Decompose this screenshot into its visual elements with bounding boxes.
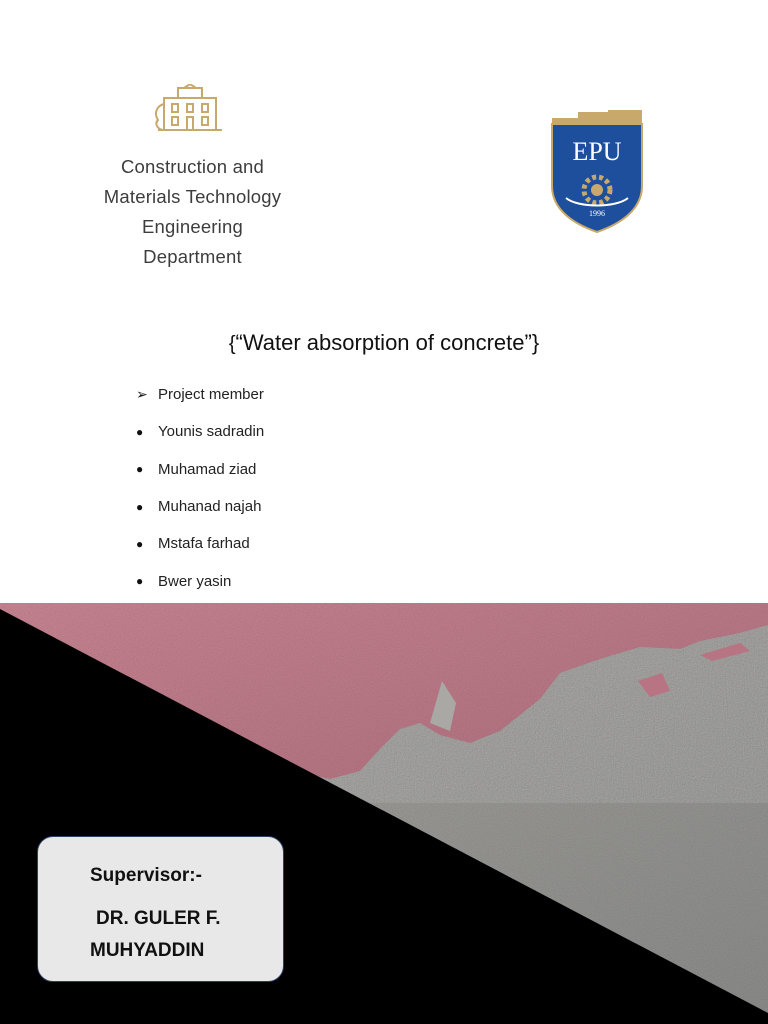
bullet-icon: ● [136, 536, 144, 551]
members-heading: Project member [158, 386, 264, 404]
supervisor-label: Supervisor:- [90, 865, 202, 886]
department-line: Engineering [142, 216, 243, 237]
epu-shield-logo [548, 108, 646, 234]
list-item [136, 451, 536, 488]
department-line: Construction and [120, 156, 265, 177]
building-logo-icon [150, 84, 230, 134]
bullet-icon: ● [136, 462, 144, 477]
supervisor-card [37, 836, 284, 982]
member-name: Muhamad ziad [158, 460, 257, 478]
project-members-list [136, 376, 536, 600]
supervisor-name-line: DR. GULER F. [96, 908, 221, 929]
title-open-brace: { [228, 333, 236, 355]
epu-year: 1996 [589, 209, 605, 218]
list-item [136, 376, 536, 413]
page-title [0, 330, 768, 356]
supervisor-name-line: MUHYADDIN [90, 940, 205, 961]
member-name: Younis sadradin [158, 423, 265, 441]
bullet-icon: ● [136, 424, 144, 439]
department-line: Materials Technology [103, 186, 282, 207]
epu-abbr: EPU [572, 137, 622, 166]
bullet-icon: ● [136, 574, 144, 589]
title-text: “Water absorption of concrete” [235, 330, 532, 355]
list-item [136, 525, 536, 562]
department-line: Department [143, 246, 242, 267]
arrow-bullet-icon: ➢ [136, 386, 148, 403]
member-name: Muhanad najah [158, 498, 262, 516]
title-close-brace: } [531, 330, 540, 355]
list-item [136, 488, 536, 525]
bullet-icon: ● [136, 499, 144, 514]
member-name: Bwer yasin [158, 572, 232, 590]
list-item [136, 562, 536, 599]
list-item [136, 413, 536, 450]
member-name: Mstafa farhad [158, 535, 250, 553]
supervisor-name [90, 903, 221, 967]
department-name [60, 152, 325, 272]
